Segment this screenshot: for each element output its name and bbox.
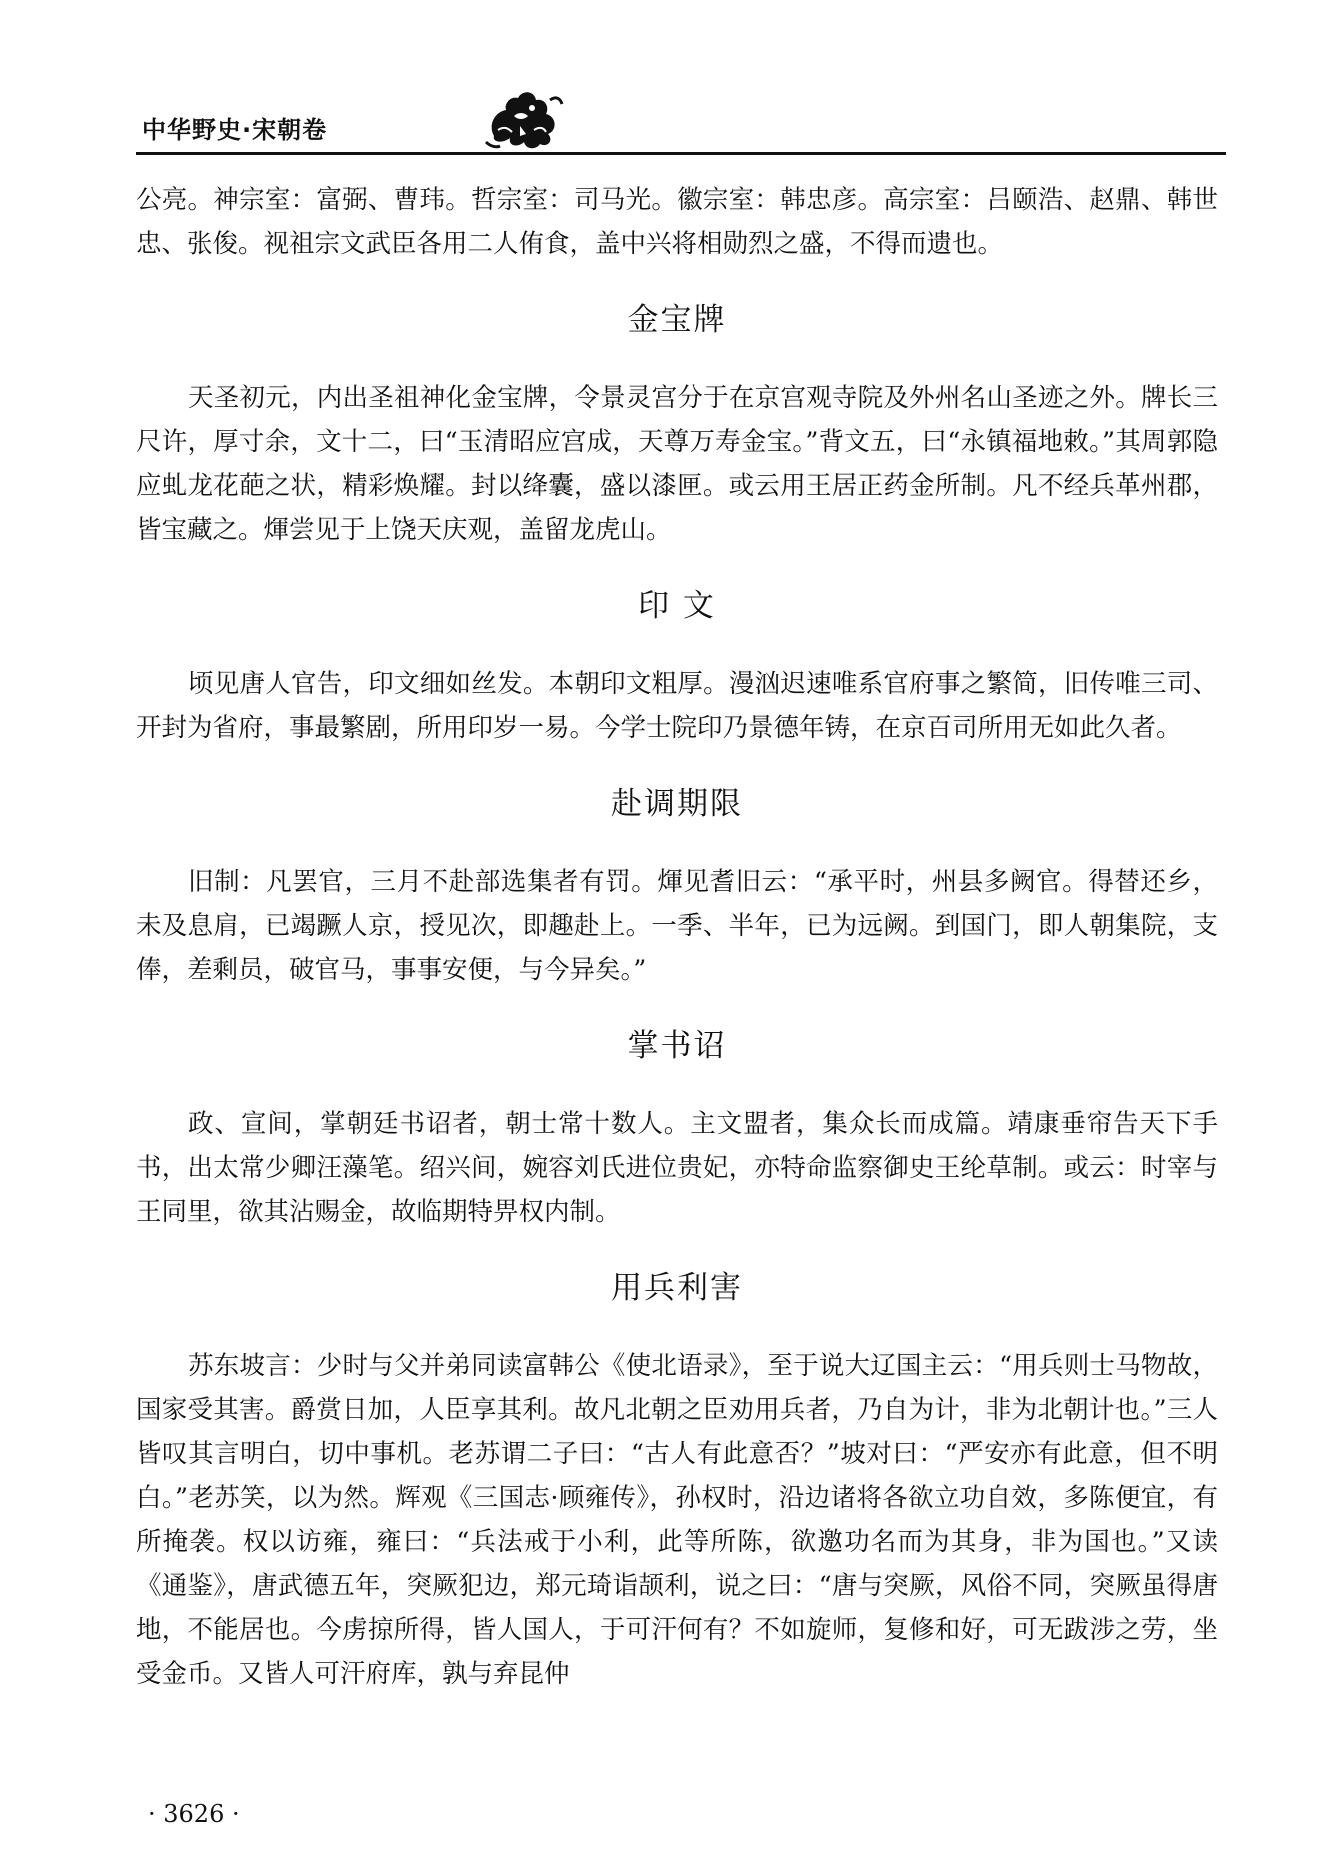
running-header <box>136 86 1226 156</box>
section-title: 掌书诏 <box>627 1028 727 1064</box>
section-paragraph: 天圣初元，内出圣祖神化金宝牌，令景灵宫分于在京宫观寺院及外州名山圣迹之外。牌长三尺许，厚寸余，文十二，曰“玉清昭应宫成，天尊万寿金宝。”背文五，曰“永镇福地敕。”其周郭隐应虬龙花葩之状，精彩焕耀。封以绛囊，盛以漆匣。或云用王居正药金所制。凡不经兵革州郡，皆宝藏之。煇尝见于上饶天庆观，盖留龙虎山。 <box>136 383 1218 545</box>
section-paragraph: 旧制：凡罢官，三月不赴部选集者有罚。煇见耆旧云：“承平时，州县多阙官。得替还乡，未及息肩，已竭蹶人京，授见次，即趣赴上。一季、半年，已为远阙。到国门，即人朝集院，支俸，差剩员，破官马，事事安便，与今异矣。” <box>136 867 1218 985</box>
dragon-ornament-icon <box>484 86 564 154</box>
page-number: · 3626 · <box>148 1800 240 1828</box>
header-rule <box>136 152 1226 155</box>
page-body <box>136 178 1218 1696</box>
section-title: 印 文 <box>638 588 716 624</box>
section-title: 赴调期限 <box>611 786 743 822</box>
book-title: 中华野史·宋朝卷 <box>142 116 328 144</box>
continuation-paragraph: 公亮。神宗室：富弼、曹玮。哲宗室：司马光。徽宗室：韩忠彦。高宗室：吕颐浩、赵鼎、韩世忠、张俊。视祖宗文武臣各用二人侑食，盖中兴将相勋烈之盛，不得而遗也。 <box>136 185 1218 259</box>
section-paragraph: 政、宣间，掌朝廷书诏者，朝士常十数人。主文盟者，集众长而成篇。靖康垂帘告天下手书，出太常少卿汪藻笔。绍兴间，婉容刘氏进位贵妃，亦特命监察御史王纶草制。或云：时宰与王同里，欲其沾赐金，故临期特畀权内制。 <box>136 1109 1218 1227</box>
section-paragraph: 顷见唐人官告，印文细如丝发。本朝印文粗厚。漫汹迟速唯系官府事之繁简，旧传唯三司、开封为省府，事最繁剧，所用印岁一易。今学士院印乃景德年铸，在京百司所用无如此久者。 <box>136 669 1218 743</box>
section-paragraph: 苏东坡言：少时与父并弟同读富韩公《使北语录》，至于说大辽国主云：“用兵则士马物故，国家受其害。爵赏日加，人臣享其利。故凡北朝之臣劝用兵者，乃自为计，非为北朝计也。”三人皆叹其言明白，切中事机。老苏谓二子曰：“古人有此意否？”坡对曰：“严安亦有此意，但不明白。”老苏笑，以为然。辉观《三国志·顾雍传》，孙权时，沿边诸将各欲立功自效，多陈便宜，有所掩袭。权以访雍，雍曰：“兵法戒于小利，此等所陈，欲邀功名而为其身，非为国也。”又读《通鉴》，唐武德五年，突厥犯边，郑元琦诣颉利，说之曰：“唐与突厥，风俗不同，突厥虽得唐地，不能居也。今虏掠所得，皆人国人，于可汗何有？不如旋师，复修和好，可无跋涉之劳，坐受金币。又皆人可汗府库，孰与弃昆仲 <box>136 1351 1218 1689</box>
section-title: 金宝牌 <box>627 302 727 338</box>
section-title: 用兵利害 <box>611 1270 743 1306</box>
